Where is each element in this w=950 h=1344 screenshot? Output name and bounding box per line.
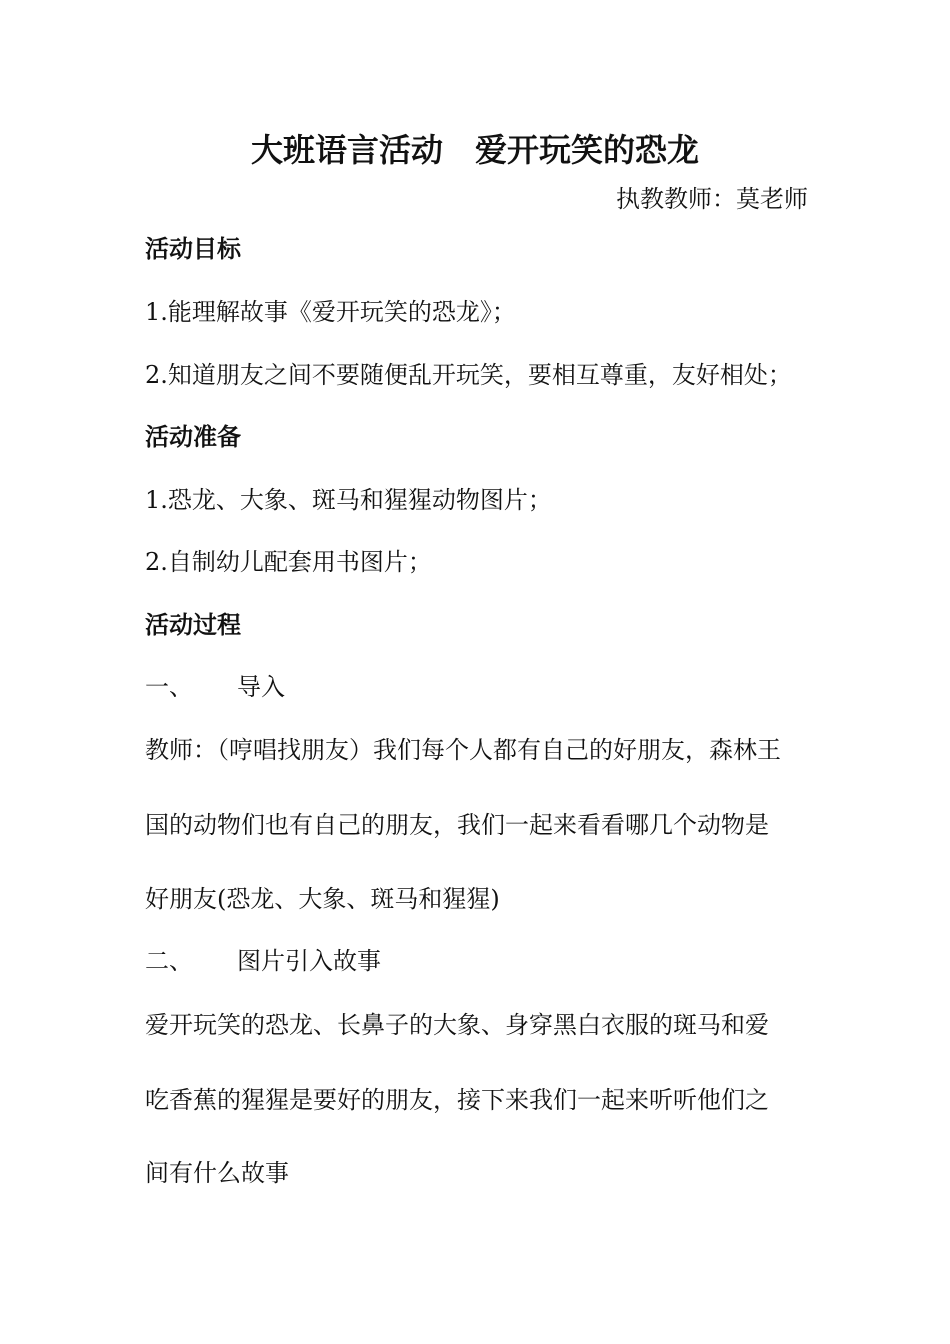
teacher-line: 执教教师：莫老师 — [616, 185, 808, 213]
document-title: 大班语言活动 爱开玩笑的恐龙 — [250, 131, 699, 169]
step-1-label: 导入 — [237, 673, 285, 701]
preparation-heading: 活动准备 — [145, 423, 241, 451]
step-1-text-line-3: 好朋友(恐龙、大象、斑马和猩猩) — [145, 885, 500, 913]
step-1-text-line-2: 国的动物们也有自己的朋友，我们一起来看看哪几个动物是 — [145, 811, 769, 839]
process-heading: 活动过程 — [145, 611, 241, 639]
goal-item-1: 1.能理解故事《爱开玩笑的恐龙》； — [145, 298, 516, 326]
step-2-text-line-2: 吃香蕉的猩猩是要好的朋友，接下来我们一起来听听他们之 — [145, 1086, 769, 1114]
process-step-2 — [145, 946, 810, 976]
preparation-item-2: 2.自制幼儿配套用书图片； — [145, 548, 432, 576]
goals-heading: 活动目标 — [145, 235, 241, 263]
preparation-item-1: 1.恐龙、大象、斑马和猩猩动物图片； — [145, 486, 552, 514]
step-2-label: 图片引入故事 — [237, 947, 381, 975]
step-1-number: 一、 — [145, 673, 193, 701]
step-2-number: 二、 — [145, 947, 193, 975]
step-1-text-line-1: 教师：（哼唱找朋友）我们每个人都有自己的好朋友，森林王 — [145, 736, 781, 764]
step-2-text-line-1: 爱开玩笑的恐龙、长鼻子的大象、身穿黑白衣服的斑马和爱 — [145, 1011, 769, 1039]
process-step-1 — [145, 672, 810, 702]
step-2-text-line-3: 间有什么故事 — [145, 1159, 289, 1187]
goal-item-2: 2.知道朋友之间不要随便乱开玩笑，要相互尊重，友好相处； — [145, 361, 792, 389]
